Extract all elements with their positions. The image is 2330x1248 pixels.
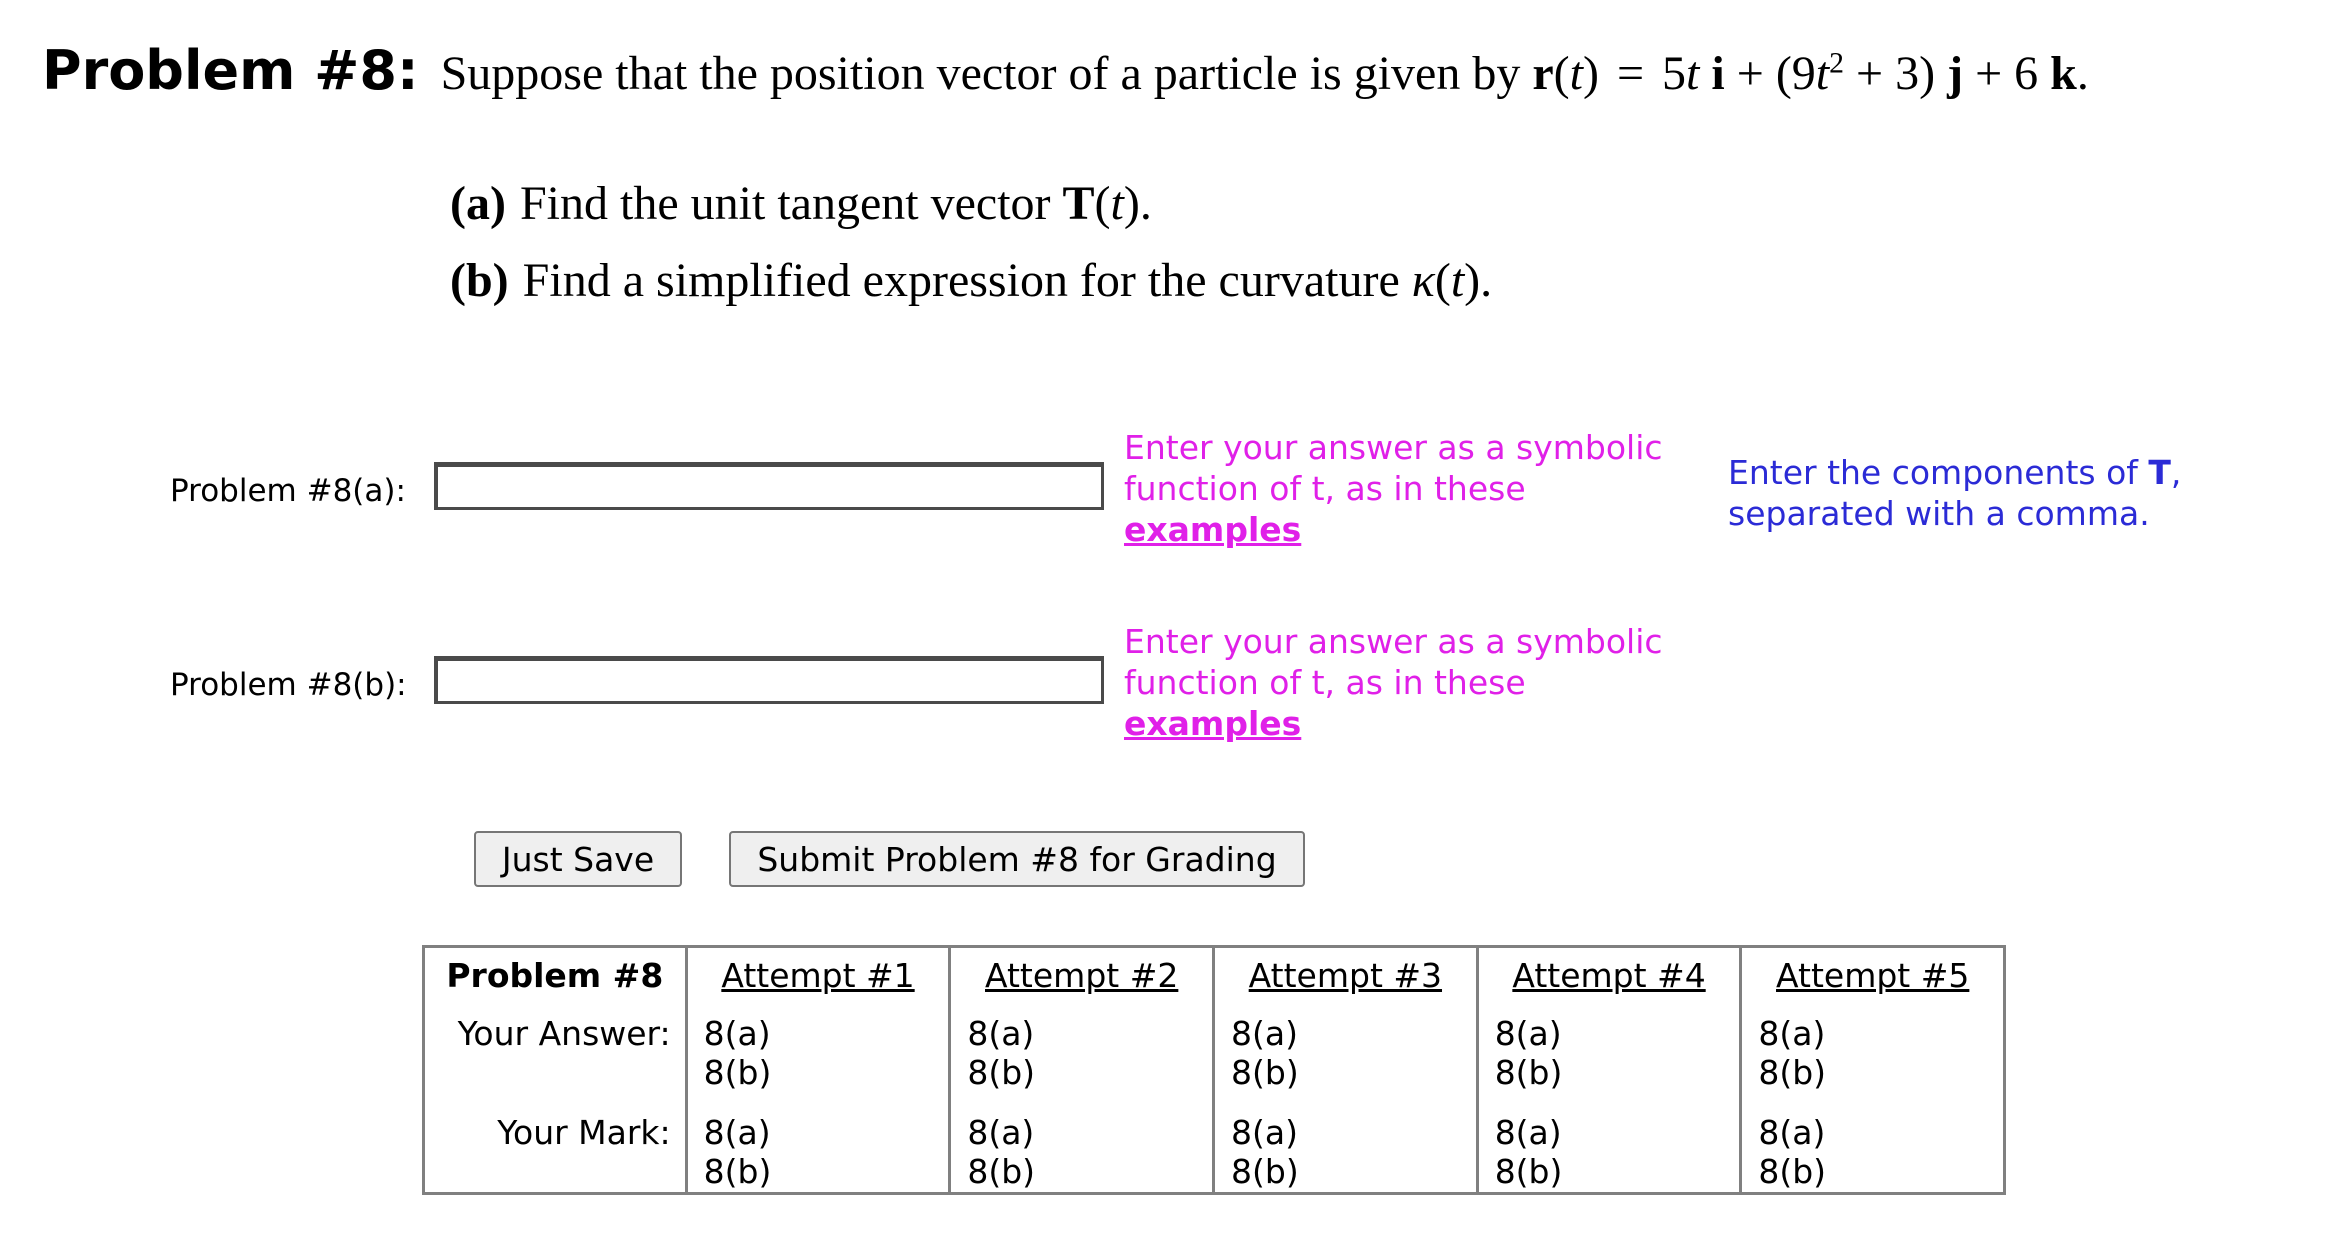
attempt-column-2: [948, 948, 1212, 1192]
your-mark-label: Your Mark:: [497, 1113, 671, 1152]
answer-input-b[interactable]: [434, 656, 1104, 704]
attempt-5-marks: 8(a) 8(b): [1758, 1113, 1827, 1191]
attempt-2-marks: 8(a) 8(b): [967, 1113, 1036, 1191]
attempt-column-4: [1476, 948, 1740, 1192]
attempt-column-1: [685, 948, 949, 1192]
r-symbol: r: [1532, 47, 1554, 100]
statement-prefix: Suppose that the position vector of a particle is given by: [440, 47, 1521, 100]
components-note: Enter the components of T, separated with a comma.: [1728, 453, 2182, 533]
part-b-text: (b) Find a simplified expression for the curvature κ(t).: [450, 254, 1493, 307]
statement-text: Suppose that the position vector of a particle is given by r(t) = 5t $i + (9t^2 + 3) j + 6$ k.: [440, 46, 2089, 100]
examples-link-a[interactable]: examples: [1124, 510, 1302, 549]
attempt-4-answers: 8(a) 8(b): [1494, 1014, 1563, 1092]
attempt-column-3: [1212, 948, 1476, 1192]
attempt-4-marks: 8(a) 8(b): [1494, 1113, 1563, 1191]
examples-link-b[interactable]: examples: [1124, 704, 1302, 743]
attempt-3-link[interactable]: Attempt #3: [1248, 956, 1443, 995]
your-answer-label: Your Answer:: [457, 1014, 671, 1053]
answer-input-a[interactable]: [434, 462, 1104, 510]
attempt-4-link[interactable]: Attempt #4: [1512, 956, 1706, 995]
attempt-3-marks: 8(a) 8(b): [1231, 1113, 1299, 1191]
attempt-1-answers: 8(a) 8(b): [703, 1014, 772, 1092]
hint-b: Enter your answer as a symbolic function of t, as in these examples: [1124, 622, 1663, 743]
problem-statement: [42, 36, 2089, 109]
just-save-button[interactable]: Just Save: [474, 831, 682, 887]
attempt-3-answers: 8(a) 8(b): [1231, 1014, 1299, 1092]
attempts-table: [422, 945, 2006, 1195]
attempt-5-link[interactable]: Attempt #5: [1776, 956, 1970, 995]
attempt-2-answers: 8(a) 8(b): [967, 1014, 1036, 1092]
submit-grading-button[interactable]: Submit Problem #8 for Grading: [729, 831, 1305, 887]
table-label-column: [425, 948, 685, 1192]
t-symbol: T: [2148, 453, 2171, 492]
attempt-2-link[interactable]: Attempt #2: [985, 956, 1179, 995]
table-header-problem: Problem #8: [446, 956, 664, 995]
problem-number: Problem #8:: [42, 39, 419, 102]
answer-label-a: Problem #8(a):: [170, 473, 406, 509]
attempt-1-link[interactable]: Attempt #1: [721, 956, 915, 995]
answer-label-b: Problem #8(b):: [170, 667, 407, 703]
attempt-1-marks: 8(a) 8(b): [703, 1113, 772, 1191]
attempt-5-answers: 8(a) 8(b): [1758, 1014, 1827, 1092]
hint-a: Enter your answer as a symbolic function of t, as in these examples: [1124, 428, 1663, 549]
attempt-column-5: [1739, 948, 2003, 1192]
part-a-text: (a) Find the unit tangent vector T(t).: [450, 177, 1152, 230]
